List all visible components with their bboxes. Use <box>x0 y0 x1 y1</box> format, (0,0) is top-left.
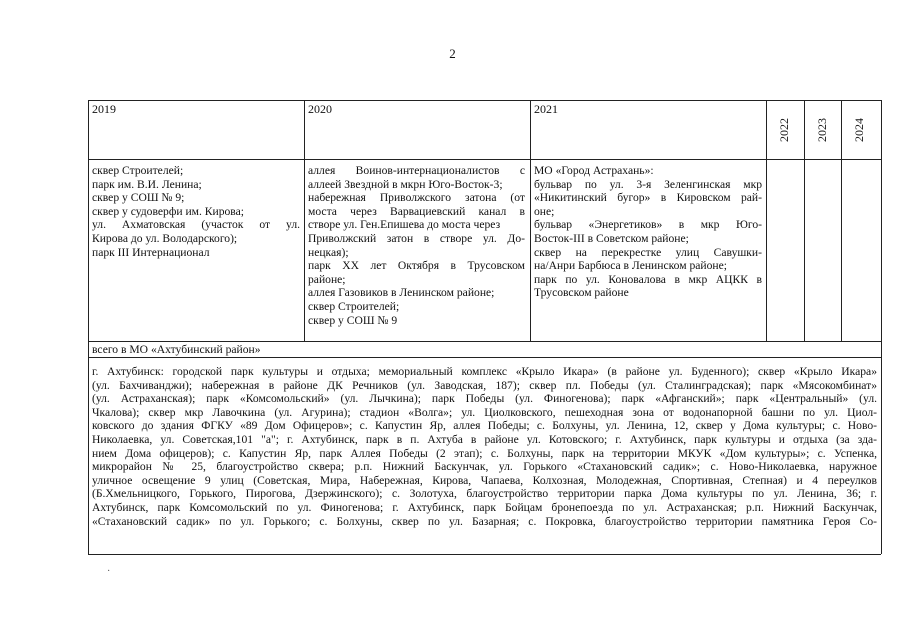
cell-2021-line: Трусовском районе <box>534 286 629 300</box>
cell-2021-line: оне; <box>534 204 555 218</box>
section-divider <box>88 341 881 342</box>
cell-2019-line: парк III Интернационал <box>92 245 210 259</box>
paragraph-line: Чкалова); сквер мкр Лавочкина (ул. Агурина); стадион «Волга»; ул. Циолковского, пешеходная зона от водонапорной башни по ул. Циол- <box>92 405 877 419</box>
table-border-top <box>88 100 881 101</box>
cell-2020-line: сквер Строителей; <box>308 299 400 313</box>
paragraph-line: уличное освещение 9 улиц (Советская, Мира, Набережная, Кирова, Чапаева, Колхозная, Молодежная, Спортивная, Степная) и 4 переулков <box>92 473 877 487</box>
cell-2019-line: сквер у СОШ № 9; <box>92 191 185 205</box>
col-divider-2024 <box>841 100 842 341</box>
cell-2020-line: аллеей Звездной в мкрн Юго-Восток-3; <box>308 177 503 191</box>
section-title-divider <box>88 357 881 358</box>
col-divider-2020 <box>304 100 305 341</box>
cell-2019-line: ул. Ахматовская (участок от ул. <box>92 218 300 232</box>
scan-speck: · <box>107 566 111 577</box>
paragraph-line: (ул. Астраханская); парк «Комсомольский» (ул. Лычкина); парк Победы (ул. Финогенова); парк «Афганский»; парк «Центральный» (ул. <box>92 392 877 406</box>
paragraph-line: «Стахановский садик» по ул. Горького; с. Болхуны, сквер по ул. Базарная; с. Покровка, благоустройство территории памятника Героя Со- <box>92 514 877 528</box>
cell-2021-line: парк по ул. Коновалова в мкр АЦКК в <box>534 272 762 286</box>
cell-2019-line: Кирова до ул. Володарского); <box>92 231 238 245</box>
cell-2020-line: сквер у СОШ № 9 <box>308 313 398 327</box>
cell-2021-line: бульвар «Энергетиков» в мкр Юго- <box>534 218 762 232</box>
cell-2020-line: моста через Варвациевский канал в <box>308 204 525 218</box>
cell-2020 <box>308 164 525 327</box>
cell-2019-line: парк им. В.И. Ленина; <box>92 177 202 191</box>
header-row-divider <box>88 159 881 160</box>
cell-2020-line: аллея Газовиков в Ленинском районе; <box>308 286 495 300</box>
header-2021: 2021 <box>534 102 558 116</box>
cell-2020-line: нецкая); <box>308 245 349 259</box>
cell-2021-line: «Никитинский бугор» в Кировском рай- <box>534 191 762 205</box>
header-2019: 2019 <box>92 102 116 116</box>
cell-2021 <box>534 164 762 300</box>
paragraph-line: Ахтубинск, парк Комсомольский по ул. Финогенова; г. Ахтубинск, парк Бойцам бронепоезда по ул. Астраханская; р.п. Нижний Баскунчак, <box>92 500 877 514</box>
cell-2019-line: сквер Строителей; <box>92 164 184 177</box>
cell-2020-line: парк XX лет Октября в Трусовском <box>308 259 525 273</box>
paragraph-line: г. Ахтубинск: городской парк культуры и отдыха; мемориальный комплекс «Крыло Икара» (в районе ул. Буденного); сквер «Крыло Икара» <box>92 365 877 378</box>
cell-2020-line: Приволжский затон в створе ул. До- <box>308 231 525 245</box>
section-title: всего в МО «Ахтубинский район» <box>92 343 261 356</box>
cell-2020-line: створе ул. Ген.Епишева до моста через <box>308 218 501 232</box>
akhtubinsk-objects-text <box>92 365 877 528</box>
header-2020: 2020 <box>308 102 332 116</box>
table-border-left <box>88 100 89 554</box>
header-2024: 2024 <box>852 118 866 142</box>
cell-2019-line: сквер у судоверфи им. Кирова; <box>92 204 244 218</box>
col-divider-2023 <box>804 100 805 341</box>
paragraph-line: ковского до здания ФГКУ «89 Дом Офицеров»; с. Капустин Яр, аллея Победы; с. Болхуны, ул. Ленина, 12, сквер у Дома культуры; с. Ново- <box>92 419 877 433</box>
header-2023: 2023 <box>815 118 829 142</box>
paragraph-line: (Б.Хмельницкого, Горького, Пирогова, Дзержинского); с. Золотуха, благоустройство территории парка Дома культуры по ул. Ленина, 36; г. <box>92 487 877 501</box>
cell-2021-line: МО «Город Астрахань»: <box>534 164 654 177</box>
cell-2020-line: районе; <box>308 272 346 286</box>
cell-2021-line: Восток-III в Советском районе; <box>534 231 689 245</box>
paragraph-line: (ул. Бахчиванджи); набережная в районе ДК Речников (ул. Заводская, 187); сквер пл. Победы (ул. Сталинградская); парк «Мясокомбинат» <box>92 378 877 392</box>
paragraph-line: микрорайон № 25, благоустройство сквера; р.п. Нижний Баскунчак, ул. Горького «Стахановский садик»; с. Ново-Николаевка, наружное <box>92 460 877 474</box>
page-number: 2 <box>449 46 456 61</box>
cell-2021-line: на/Анри Барбюса в Ленинском районе; <box>534 259 727 273</box>
cell-2021-line: сквер на перекрестке улиц Савушки- <box>534 245 762 259</box>
paragraph-line: нием Дома офицеров); с. Капустин Яр, парк Аллея Победы (2 этап); с. Болхуны, парк на территории МКУК «Дом культуры»; с. Успенка, <box>92 446 877 460</box>
cell-2020-line: набережная Приволжского затона (от <box>308 191 525 205</box>
cell-2019 <box>92 164 300 259</box>
table-border-bottom <box>88 554 881 555</box>
program-table <box>88 100 881 554</box>
cell-2020-line: аллея Воинов-интернационалистов с <box>308 164 525 177</box>
header-2022: 2022 <box>777 118 791 142</box>
cell-2021-line: бульвар по ул. 3-я Зеленгинская мкр <box>534 177 762 191</box>
paragraph-line: Николаевка, ул. Советская,101 "а"; г. Ахтубинск, парк в п. Ахтуба в районе ул. Котовского; г. Ахтубинск, парк культуры и отдыха (за зда- <box>92 432 877 446</box>
table-border-right <box>881 100 882 554</box>
col-divider-2021 <box>530 100 531 341</box>
col-divider-2022 <box>766 100 767 341</box>
